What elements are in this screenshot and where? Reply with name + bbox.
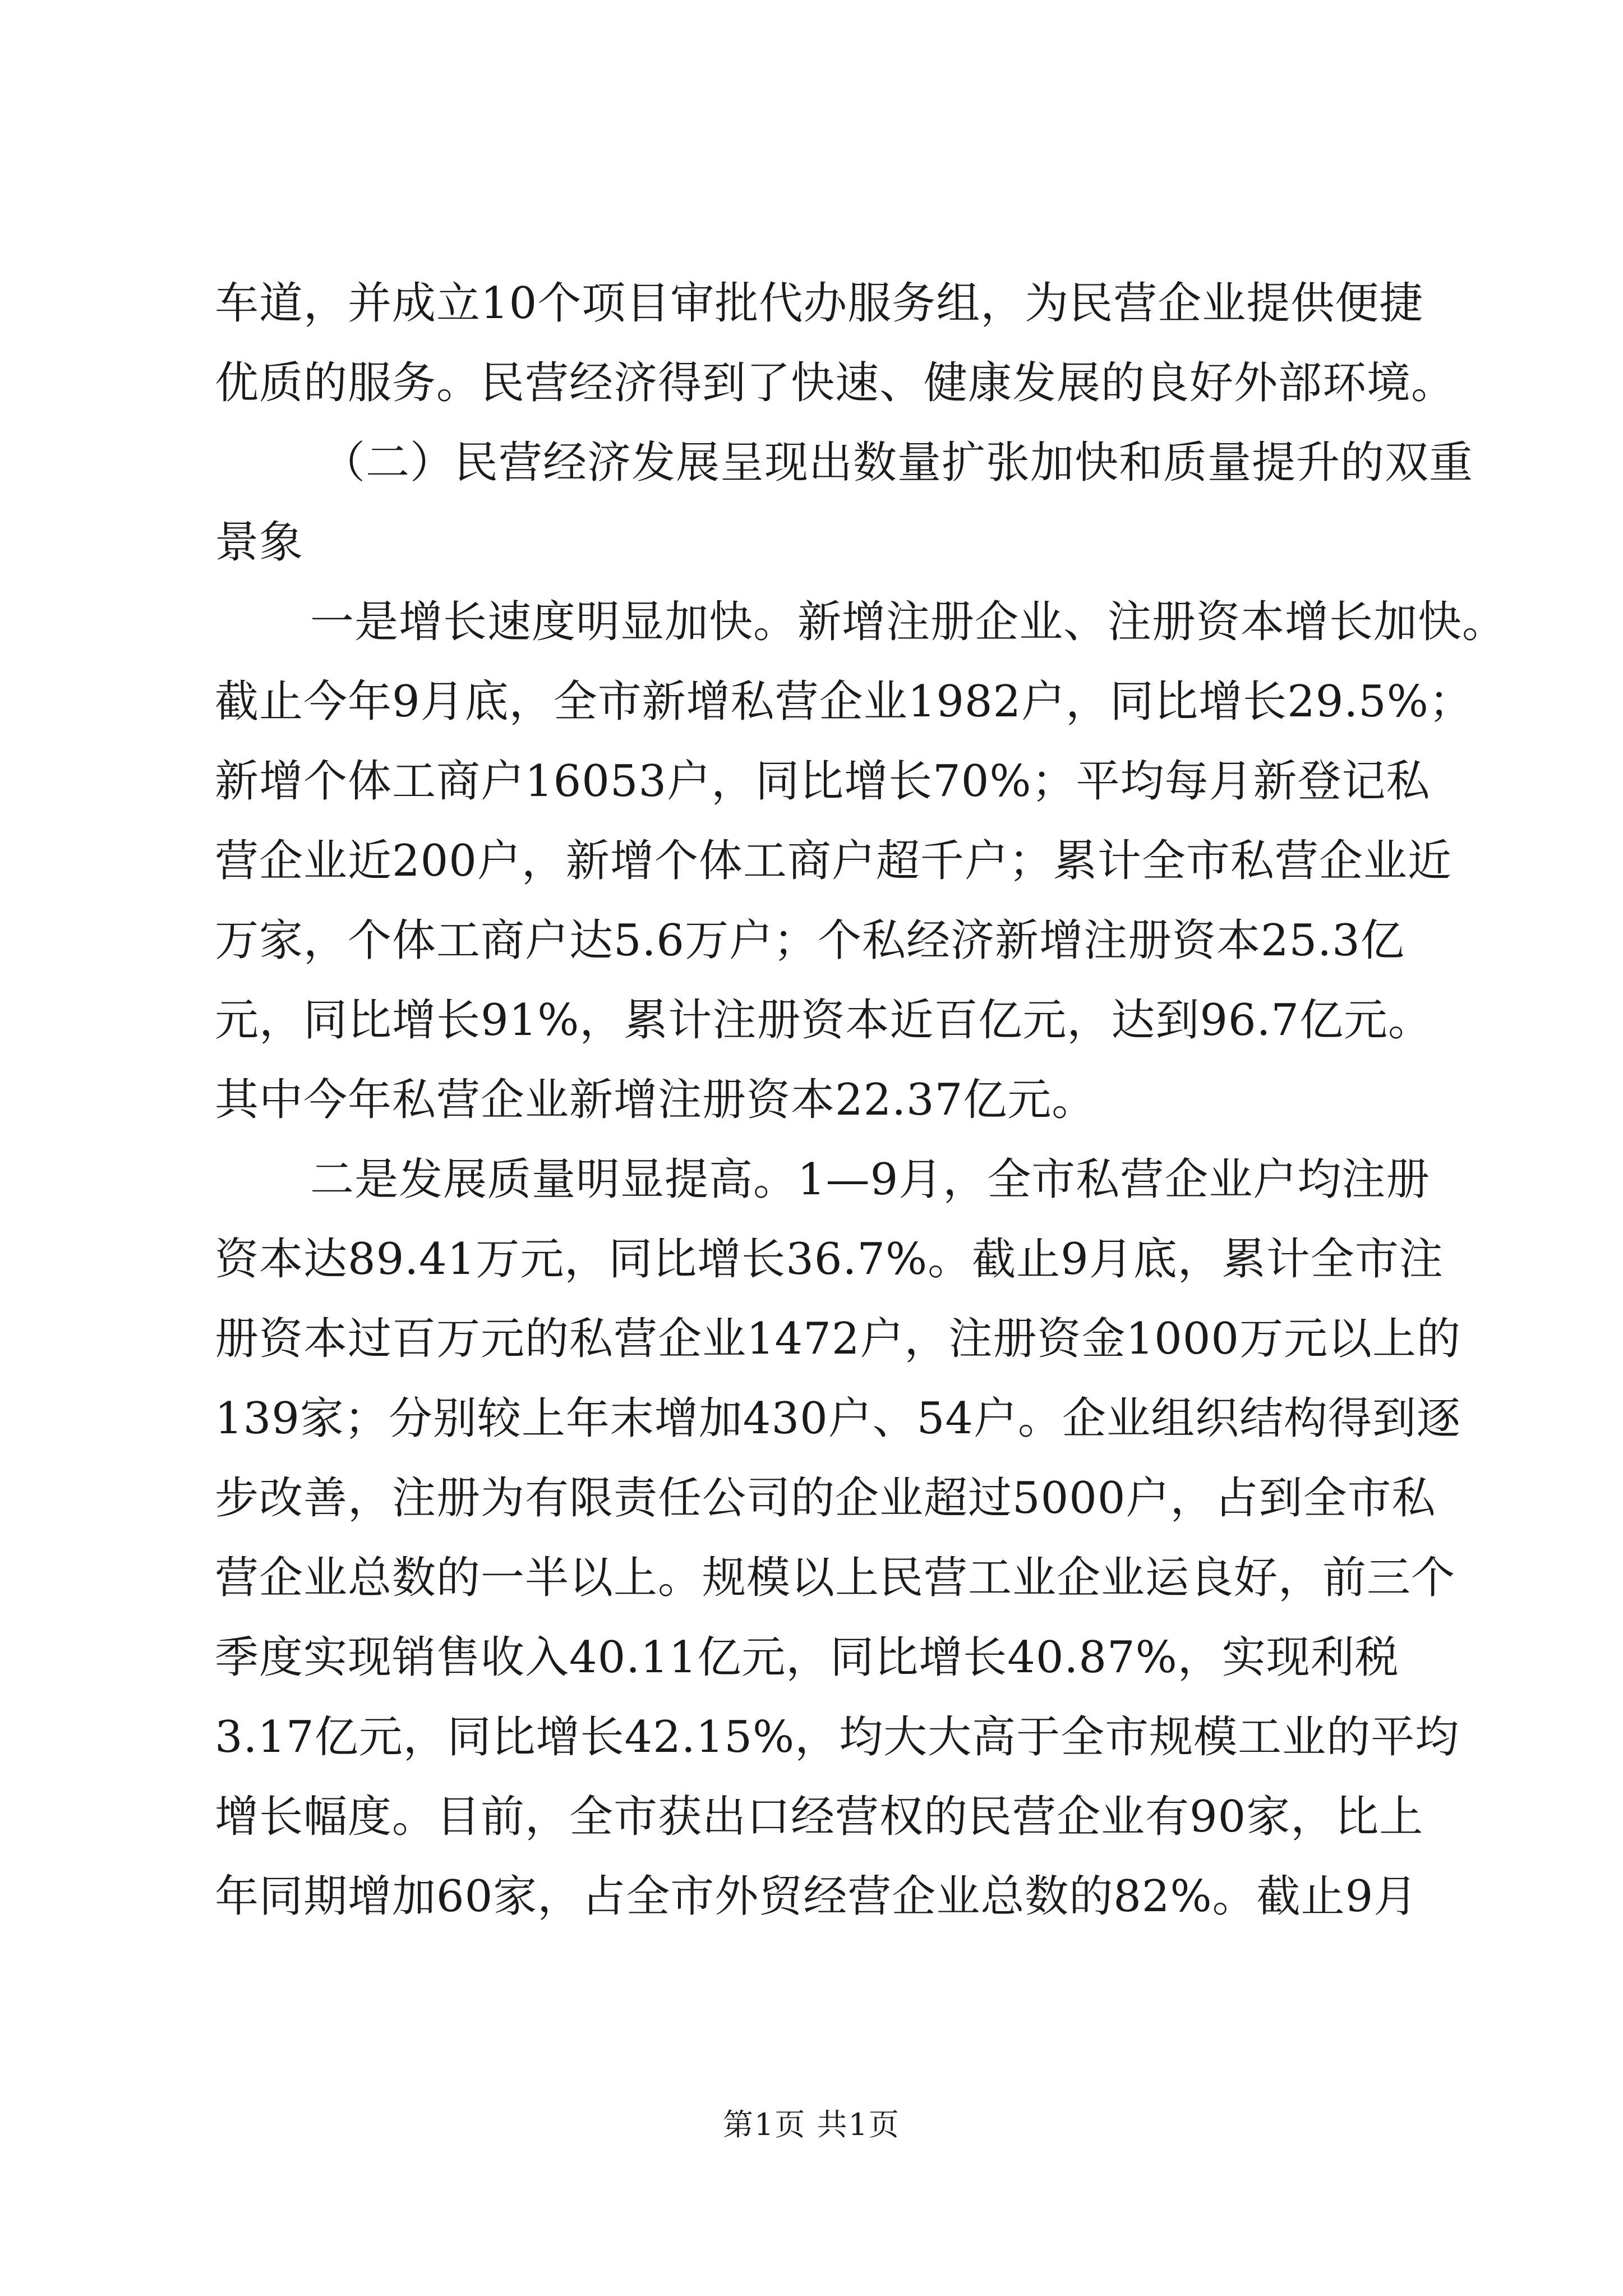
text-line: 步改善，注册为有限责任公司的企业超过5000户，占到全市私 — [215, 1473, 1436, 1524]
paragraph-start: 二是发展质量明显提高。1—9月，全市私营企业户均注册 — [310, 1154, 1431, 1205]
paragraph-start: 一是增长速度明显加快。新增注册企业、注册资本增长加快。 — [310, 597, 1507, 647]
text-line: 截止今年9月底，全市新增私营企业1982户，同比增长29.5%； — [215, 677, 1473, 727]
document-body — [215, 264, 1507, 1936]
text-line: 车道，并成立10个项目审批代办服务组，为民营企业提供便捷 — [215, 278, 1424, 329]
text-line: 其中今年私营企业新增注册资本22.37亿元。 — [215, 1075, 1096, 1125]
text-line: 资本达89.41万元，同比增长36.7%。截止9月底，累计全市注 — [215, 1234, 1444, 1285]
section-heading-continuation: 景象 — [215, 517, 304, 568]
text-line: 优质的服务。民营经济得到了快速、健康发展的良好外部环境。 — [215, 358, 1456, 408]
text-line: 139家；分别较上年末增加430户、54户。企业组织结构得到逐 — [215, 1393, 1461, 1444]
text-line: 册资本过百万元的私营企业1472户，注册资金1000万元以上的 — [215, 1314, 1461, 1364]
text-line: 年同期增加60家，占全市外贸经营企业总数的82%。截止9月 — [215, 1871, 1418, 1922]
text-line: 营企业近200户，新增个体工商户超千户；累计全市私营企业近 — [215, 836, 1452, 886]
text-line: 元，同比增长91%，累计注册资本近百亿元，达到96.7亿元。 — [215, 995, 1433, 1046]
text-line: 营企业总数的一半以上。规模以上民营工业企业运良好，前三个 — [215, 1553, 1456, 1603]
text-line: 新增个体工商户16053户，同比增长70%；平均每月新登记私 — [215, 756, 1431, 807]
section-heading: （二）民营经济发展呈现出数量扩张加快和质量提升的双重 — [321, 438, 1474, 488]
text-line: 3.17亿元，同比增长42.15%，均大大高于全市规模工业的平均 — [215, 1712, 1460, 1763]
text-line: 季度实现销售收入40.11亿元，同比增长40.87%，实现利税 — [215, 1632, 1399, 1683]
page-number-footer: 第1页 共1页 — [723, 2107, 900, 2142]
text-line: 万家，个体工商户达5.6万户；个私经济新增注册资本25.3亿 — [215, 915, 1405, 966]
text-line: 增长幅度。目前，全市获出口经营权的民营企业有90家，比上 — [215, 1792, 1424, 1842]
